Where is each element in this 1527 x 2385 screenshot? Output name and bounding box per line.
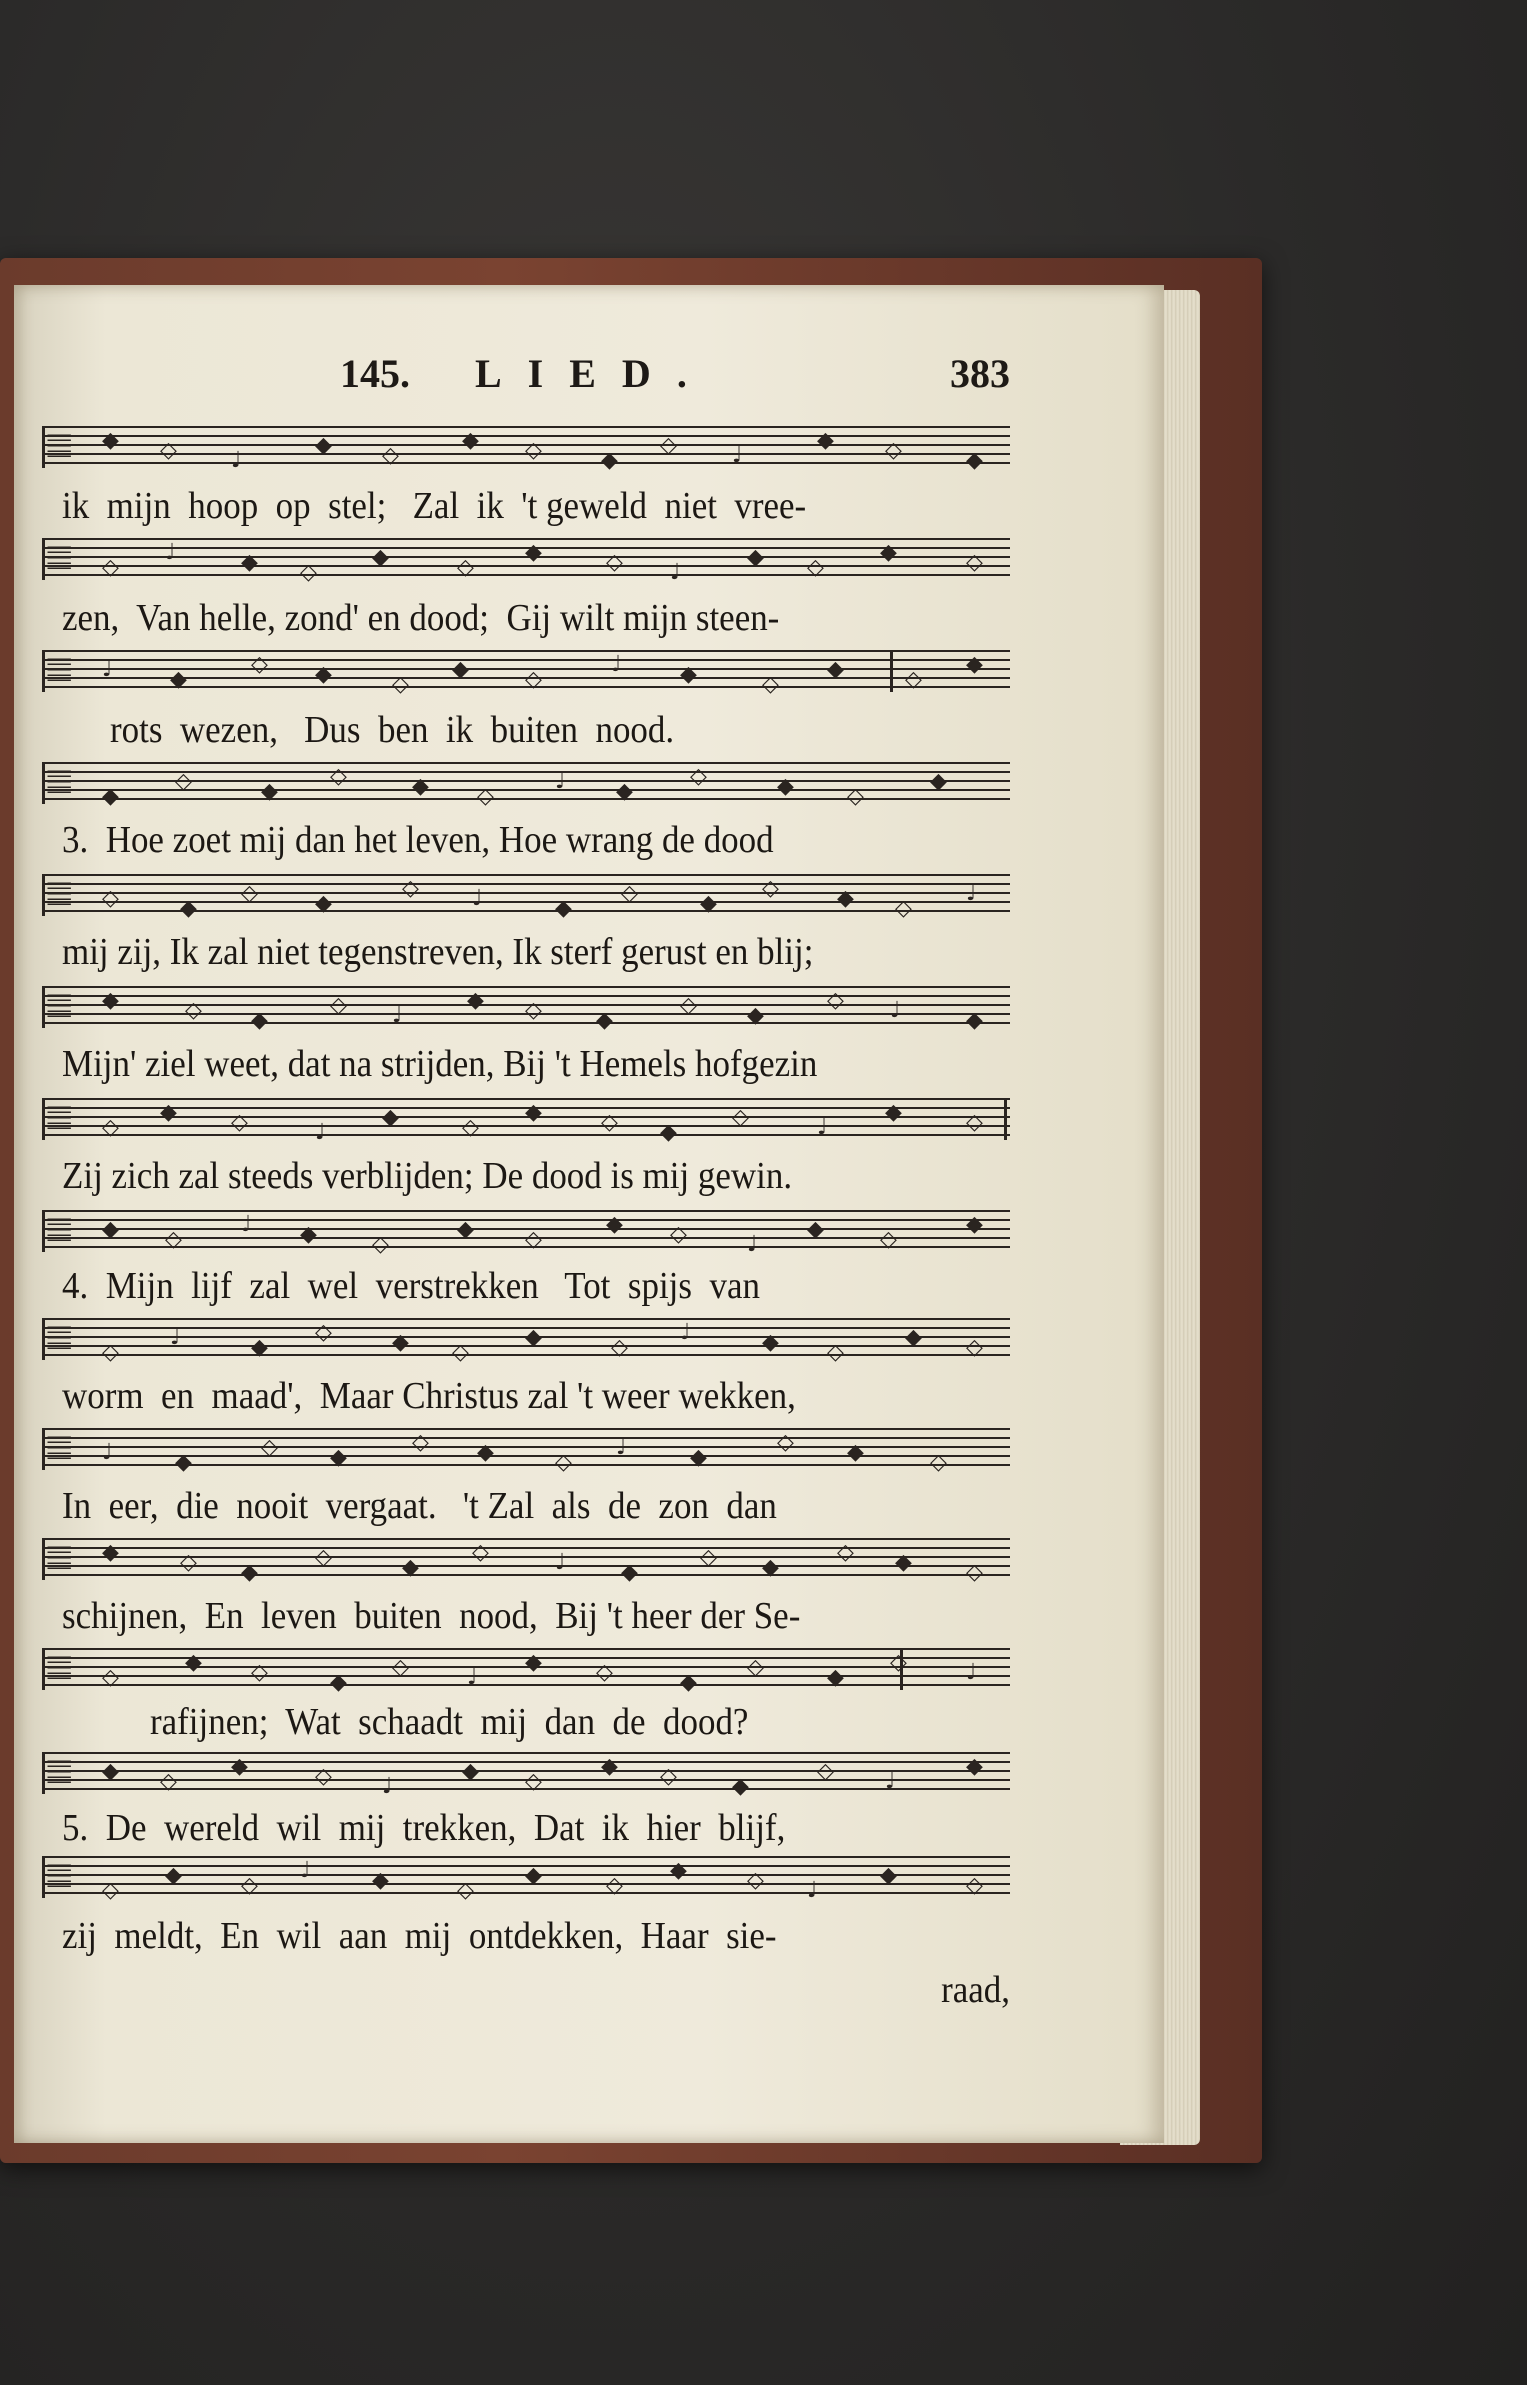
clef-icon: 𝄚 — [48, 1214, 71, 1247]
lyric-line: zij meldt, En wil aan mij ontdekken, Haar sie- — [62, 1915, 777, 1957]
lyric-line: raad, — [941, 1969, 1010, 2011]
music-staff — [42, 538, 1010, 585]
note-icon: ◇ — [462, 1115, 479, 1140]
note-icon: ◇ — [392, 1655, 409, 1680]
note-icon: ◇ — [670, 1222, 687, 1247]
note-icon: ◇ — [525, 667, 542, 692]
note-icon: ◇ — [372, 1232, 389, 1257]
note-icon: ◆ — [315, 433, 332, 458]
lyric-line: 4. Mijn lijf zal wel verstrekken Tot spijs van — [62, 1265, 760, 1307]
note-icon: ♩ — [300, 1858, 311, 1883]
note-icon: ◆ — [670, 1858, 687, 1883]
note-icon: ◇ — [165, 1227, 182, 1252]
lyric-line: rots wezen, Dus ben ik buiten nood. — [110, 709, 675, 751]
lyric-line: zen, Van helle, zond' en dood; Gij wilt mijn steen- — [62, 597, 780, 639]
note-icon: ◆ — [747, 1003, 764, 1028]
note-icon: ◆ — [241, 1560, 258, 1585]
note-icon: ◇ — [185, 998, 202, 1023]
note-icon: ◆ — [680, 1670, 697, 1695]
note-icon: ◇ — [231, 1110, 248, 1135]
clef-icon: 𝄚 — [48, 1542, 71, 1575]
note-icon: ◇ — [905, 667, 922, 692]
note-icon: ◇ — [827, 1340, 844, 1365]
note-icon: ♩ — [680, 1320, 691, 1345]
song-number: 145. — [340, 351, 410, 396]
note-icon: ◆ — [165, 1863, 182, 1888]
note-icon: ◆ — [382, 1105, 399, 1130]
note-icon: ◆ — [102, 784, 119, 809]
note-icon: ♩ — [966, 881, 977, 906]
clef-icon: 𝄚 — [48, 430, 71, 463]
music-staff — [42, 1856, 1010, 1903]
note-icon: ◇ — [611, 1335, 628, 1360]
note-icon: ♩ — [170, 1325, 181, 1350]
note-icon: ◇ — [315, 1545, 332, 1570]
note-icon: ◆ — [700, 891, 717, 916]
note-icon: ◆ — [847, 1440, 864, 1465]
note-icon: ◆ — [467, 988, 484, 1013]
music-staff — [42, 1752, 1010, 1799]
note-icon: ◇ — [966, 1873, 983, 1898]
note-icon: ◆ — [601, 1754, 618, 1779]
note-icon: ◇ — [827, 988, 844, 1013]
note-icon: ◇ — [606, 1873, 623, 1898]
note-icon: ◇ — [660, 1764, 677, 1789]
note-icon: ♩ — [747, 1232, 758, 1257]
note-icon: ♩ — [616, 1435, 627, 1460]
note-icon: ◆ — [621, 1560, 638, 1585]
note-icon: ◆ — [660, 1120, 677, 1145]
music-staff — [42, 1318, 1010, 1365]
note-icon: ◇ — [966, 1560, 983, 1585]
note-icon: ◆ — [732, 1774, 749, 1799]
note-icon: ◇ — [966, 550, 983, 575]
note-icon: ♩ — [611, 652, 622, 677]
note-icon: ◆ — [690, 1445, 707, 1470]
note-icon: ◇ — [966, 1335, 983, 1360]
note-icon: ◆ — [251, 1008, 268, 1033]
note-icon: ◆ — [616, 779, 633, 804]
note-icon: ◆ — [477, 1440, 494, 1465]
note-icon: ◆ — [525, 540, 542, 565]
note-icon: ◇ — [241, 881, 258, 906]
note-icon: ♩ — [966, 1660, 977, 1685]
note-icon: ◇ — [241, 1873, 258, 1898]
clef-icon: 𝄚 — [48, 542, 71, 575]
note-icon: ◆ — [680, 662, 697, 687]
note-icon: ♩ — [241, 1212, 252, 1237]
note-icon: ◇ — [251, 1660, 268, 1685]
note-icon: ♩ — [732, 443, 743, 468]
note-icon: ◇ — [690, 764, 707, 789]
note-icon: ◆ — [827, 1665, 844, 1690]
note-icon: ♩ — [670, 560, 681, 585]
note-icon: ◇ — [732, 1105, 749, 1130]
music-staff — [42, 762, 1010, 809]
note-icon: ◇ — [102, 1665, 119, 1690]
note-icon: ♩ — [102, 1440, 113, 1465]
music-staff — [42, 874, 1010, 921]
note-icon: ◇ — [555, 1450, 572, 1475]
clef-icon: 𝄚 — [48, 1652, 71, 1685]
note-icon: ◇ — [880, 1227, 897, 1252]
note-icon: ♩ — [807, 1878, 818, 1903]
note-icon: ◆ — [251, 1335, 268, 1360]
clef-icon: 𝄚 — [48, 1322, 71, 1355]
page-number: 383 — [950, 351, 1010, 396]
note-icon: ◆ — [837, 886, 854, 911]
note-icon: ◆ — [807, 1217, 824, 1242]
note-icon: ◇ — [762, 876, 779, 901]
note-icon: ◇ — [472, 1540, 489, 1565]
clef-icon: 𝄚 — [48, 766, 71, 799]
note-icon: ◇ — [477, 784, 494, 809]
note-icon: ♩ — [555, 1550, 566, 1575]
note-icon: ◆ — [315, 662, 332, 687]
note-icon: ◆ — [261, 779, 278, 804]
note-icon: ◆ — [525, 1650, 542, 1675]
note-icon: ◆ — [555, 896, 572, 921]
note-icon: ◆ — [102, 1540, 119, 1565]
lyric-line: mij zij, Ik zal niet tegenstreven, Ik sterf gerust en blij; — [62, 931, 814, 973]
note-icon: ◆ — [392, 1330, 409, 1355]
note-icon: ◇ — [606, 550, 623, 575]
note-icon: ◇ — [412, 1430, 429, 1455]
lyric-line: rafijnen; Wat schaadt mij dan de dood? — [150, 1701, 749, 1743]
lyric-line: schijnen, En leven buiten nood, Bij 't heer der Se- — [62, 1595, 801, 1637]
note-icon: ◆ — [175, 1450, 192, 1475]
note-icon: ◆ — [231, 1754, 248, 1779]
note-icon: ◆ — [966, 1754, 983, 1779]
note-icon: ◇ — [525, 1769, 542, 1794]
note-icon: ◇ — [680, 993, 697, 1018]
lyric-line: 3. Hoe zoet mij dan het leven, Hoe wrang de dood — [62, 819, 774, 861]
music-staff — [42, 1428, 1010, 1475]
note-icon: ◇ — [261, 1435, 278, 1460]
music-staff — [42, 1210, 1010, 1257]
note-icon: ◇ — [525, 1227, 542, 1252]
note-icon: ♩ — [392, 1003, 403, 1028]
note-icon: ◇ — [895, 896, 912, 921]
note-icon: ◆ — [930, 769, 947, 794]
clef-icon: 𝄚 — [48, 654, 71, 687]
music-staff — [42, 650, 1010, 697]
lyric-line: ik mijn hoop op stel; Zal ik 't geweld niet vree- — [62, 485, 807, 527]
music-staff — [42, 1098, 1010, 1145]
note-icon: ♩ — [817, 1115, 828, 1140]
note-icon: ◇ — [102, 555, 119, 580]
note-icon: ◇ — [777, 1430, 794, 1455]
note-icon: ◇ — [402, 876, 419, 901]
note-icon: ◇ — [330, 993, 347, 1018]
note-icon: ◆ — [402, 1555, 419, 1580]
note-icon: ◇ — [102, 886, 119, 911]
clef-icon: 𝄚 — [48, 1756, 71, 1789]
note-icon: ◆ — [372, 1868, 389, 1893]
note-icon: ♩ — [231, 448, 242, 473]
note-icon: ◆ — [777, 774, 794, 799]
note-icon: ◆ — [170, 667, 187, 692]
note-icon: ◆ — [762, 1330, 779, 1355]
note-icon: ◆ — [462, 428, 479, 453]
note-icon: ◆ — [827, 657, 844, 682]
note-icon: ♩ — [890, 998, 901, 1023]
note-icon: ◆ — [966, 1212, 983, 1237]
note-icon: ◆ — [966, 1008, 983, 1033]
note-icon: ◇ — [747, 1655, 764, 1680]
note-icon: ◆ — [102, 428, 119, 453]
note-icon: ◆ — [525, 1325, 542, 1350]
lyric-line: Mijn' ziel weet, dat na strijden, Bij 't Hemels hofgezin — [62, 1043, 818, 1085]
note-icon: ◇ — [660, 433, 677, 458]
note-icon: ◆ — [330, 1670, 347, 1695]
lyric-line: Zij zich zal steeds verblijden; De dood is mij gewin. — [62, 1155, 793, 1197]
clef-icon: 𝄚 — [48, 1860, 71, 1893]
note-icon: ◆ — [452, 657, 469, 682]
note-icon: ◇ — [457, 1878, 474, 1903]
note-icon: ♩ — [315, 1120, 326, 1145]
note-icon: ◆ — [905, 1325, 922, 1350]
note-icon: ♩ — [102, 657, 113, 682]
note-icon: ◇ — [175, 769, 192, 794]
note-icon: ◇ — [525, 438, 542, 463]
note-icon: ◆ — [300, 1222, 317, 1247]
note-icon: ◇ — [102, 1878, 119, 1903]
note-icon: ◆ — [412, 774, 429, 799]
note-icon: ◇ — [102, 1115, 119, 1140]
note-icon: ◇ — [452, 1340, 469, 1365]
note-icon: ◇ — [315, 1764, 332, 1789]
note-icon: ◆ — [880, 1863, 897, 1888]
note-icon: ◆ — [102, 988, 119, 1013]
note-icon: ♩ — [885, 1769, 896, 1794]
note-icon: ◆ — [817, 428, 834, 453]
note-icon: ◇ — [315, 1320, 332, 1345]
note-icon: ♩ — [165, 540, 176, 565]
note-icon: ◇ — [596, 1660, 613, 1685]
note-icon: ◇ — [885, 438, 902, 463]
note-icon: ◇ — [966, 1110, 983, 1135]
note-icon: ◇ — [300, 560, 317, 585]
note-icon: ◇ — [807, 555, 824, 580]
clef-icon: 𝄚 — [48, 1432, 71, 1465]
note-icon: ◇ — [930, 1450, 947, 1475]
note-icon: ♩ — [555, 769, 566, 794]
note-icon: ◆ — [160, 1100, 177, 1125]
note-icon: ♩ — [467, 1665, 478, 1690]
song-title: LIED. — [475, 351, 713, 396]
note-icon: ◇ — [601, 1110, 618, 1135]
note-icon: ◇ — [837, 1540, 854, 1565]
note-icon: ◇ — [847, 784, 864, 809]
note-icon: ◆ — [966, 652, 983, 677]
clef-icon: 𝄚 — [48, 990, 71, 1023]
note-icon: ◆ — [601, 448, 618, 473]
note-icon: ◇ — [102, 1340, 119, 1365]
note-icon: ◇ — [330, 764, 347, 789]
note-icon: ◇ — [382, 443, 399, 468]
note-icon: ◇ — [392, 672, 409, 697]
note-icon: ◆ — [525, 1863, 542, 1888]
note-icon: ◆ — [372, 545, 389, 570]
note-icon: ◆ — [462, 1759, 479, 1784]
note-icon: ♩ — [382, 1774, 393, 1799]
clef-icon: 𝄚 — [48, 878, 71, 911]
clef-icon: 𝄚 — [48, 1102, 71, 1135]
note-icon: ◇ — [817, 1759, 834, 1784]
note-icon: ◇ — [251, 652, 268, 677]
note-icon: ◆ — [747, 545, 764, 570]
note-icon: ◆ — [525, 1100, 542, 1125]
note-icon: ◆ — [102, 1217, 119, 1242]
note-icon: ♩ — [472, 886, 483, 911]
note-icon: ◆ — [457, 1217, 474, 1242]
note-icon: ◆ — [880, 540, 897, 565]
note-icon: ◆ — [185, 1650, 202, 1675]
note-icon: ◇ — [621, 881, 638, 906]
note-icon: ◆ — [606, 1212, 623, 1237]
note-icon: ◇ — [700, 1545, 717, 1570]
music-staff — [42, 1538, 1010, 1585]
page-header — [330, 350, 1010, 400]
note-icon: ◆ — [315, 891, 332, 916]
note-icon: ◇ — [525, 998, 542, 1023]
note-icon: ◇ — [747, 1868, 764, 1893]
note-icon: ◆ — [885, 1100, 902, 1125]
lyric-line: In eer, die nooit vergaat. 't Zal als de zon dan — [62, 1485, 777, 1527]
note-icon: ◇ — [160, 1769, 177, 1794]
note-icon: ◆ — [895, 1550, 912, 1575]
note-icon: ◆ — [102, 1759, 119, 1784]
lyric-line: worm en maad', Maar Christus zal 't weer wekken, — [62, 1375, 796, 1417]
note-icon: ◇ — [890, 1650, 907, 1675]
note-icon: ◆ — [762, 1555, 779, 1580]
note-icon: ◇ — [180, 1550, 197, 1575]
note-icon: ◆ — [180, 896, 197, 921]
note-icon: ◇ — [160, 438, 177, 463]
note-icon: ◆ — [330, 1445, 347, 1470]
note-icon: ◆ — [241, 550, 258, 575]
lyric-line: 5. De wereld wil mij trekken, Dat ik hier blijf, — [62, 1807, 786, 1849]
music-staff — [42, 426, 1010, 473]
note-icon: ◆ — [596, 1008, 613, 1033]
music-staff — [42, 986, 1010, 1033]
note-icon: ◆ — [966, 448, 983, 473]
note-icon: ◇ — [762, 672, 779, 697]
note-icon: ◇ — [457, 555, 474, 580]
music-staff — [42, 1648, 1010, 1695]
